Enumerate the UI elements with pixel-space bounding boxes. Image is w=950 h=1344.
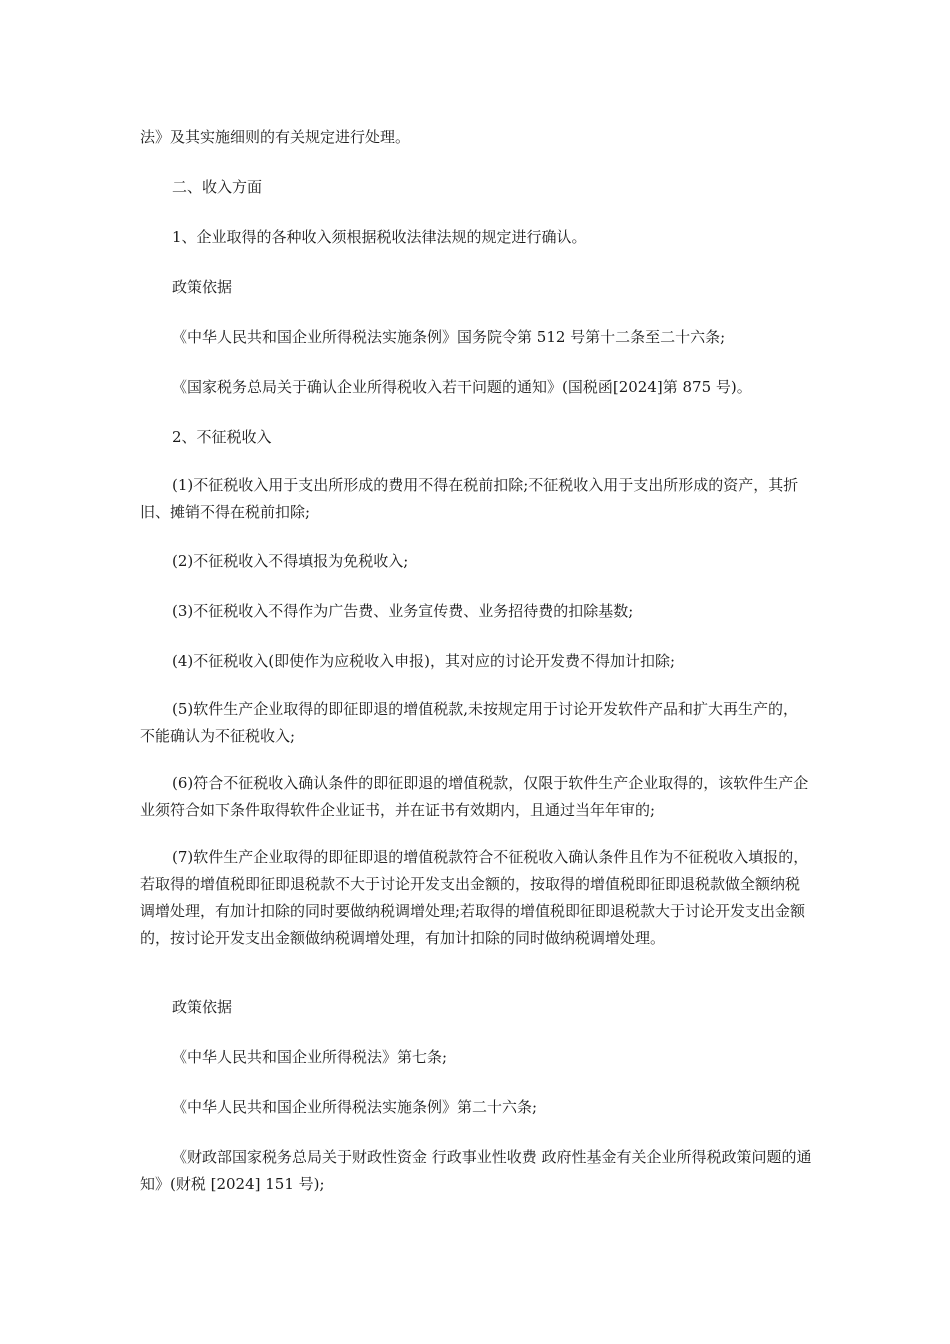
policy-basis-heading: 政策依据 xyxy=(172,278,233,296)
sub-item: (3)不征税收入不得作为广告费、业务宣传费、业务招待费的扣除基数; xyxy=(172,602,634,620)
item-2-heading: 2、不征税收入 xyxy=(172,428,272,446)
policy-reference: 《国家税务总局关于确认企业所得税收入若干问题的通知》(国税函[2024]第 875 号)。 xyxy=(172,378,752,396)
item-1-heading: 1、企业取得的各种收入须根据税收法律法规的规定进行确认。 xyxy=(172,228,587,246)
sub-item: (7)软件生产企业取得的即征即退的增值税款符合不征税收入确认条件且作为不征税收入填报的，若取得的增值税即征即退税款不大于讨论开发支出金额的，按取得的增值税即征即退税款做全额纳税调增处理，有加计扣除的同时要做纳税调增处理;若取得的增值税即征即退税款大于讨论开发支出金额的，按讨论开发支出金额做纳税调增处理，有加计扣除的同时做纳税调增处理。 xyxy=(140,848,809,947)
sub-item: (2)不征税收入不得填报为免税收入; xyxy=(172,552,409,570)
sub-item: (6)符合不征税收入确认条件的即征即退的增值税款，仅限于软件生产企业取得的，该软件生产企业须符合如下条件取得软件企业证书，并在证书有效期内，且通过当年年审的; xyxy=(140,774,809,819)
sub-item: (4)不征税收入(即使作为应税收入申报)，其对应的讨论开发费不得加计扣除; xyxy=(172,652,676,670)
paragraph-continuation: 法》及其实施细则的有关规定进行处理。 xyxy=(140,128,411,146)
section-heading-income: 二、收入方面 xyxy=(172,178,263,196)
policy-reference: 《财政部国家税务总局关于财政性资金 行政事业性收费 政府性基金有关企业所得税政策问题的通知》(财税 [2024] 151 号); xyxy=(140,1148,812,1193)
policy-reference: 《中华人民共和国企业所得税法实施条例》第二十六条; xyxy=(172,1098,538,1116)
policy-reference: 《中华人民共和国企业所得税法实施条例》国务院令第 512 号第十二条至二十六条; xyxy=(172,328,726,346)
policy-reference: 《中华人民共和国企业所得税法》第七条; xyxy=(172,1048,448,1066)
sub-item: (1)不征税收入用于支出所形成的费用不得在税前扣除;不征税收入用于支出所形成的资产，其折旧、摊销不得在税前扣除; xyxy=(140,476,799,521)
policy-basis-heading: 政策依据 xyxy=(172,998,233,1016)
sub-item: (5)软件生产企业取得的即征即退的增值税款,未按规定用于讨论开发软件产品和扩大再生产的，不能确认为不征税收入; xyxy=(140,700,799,745)
